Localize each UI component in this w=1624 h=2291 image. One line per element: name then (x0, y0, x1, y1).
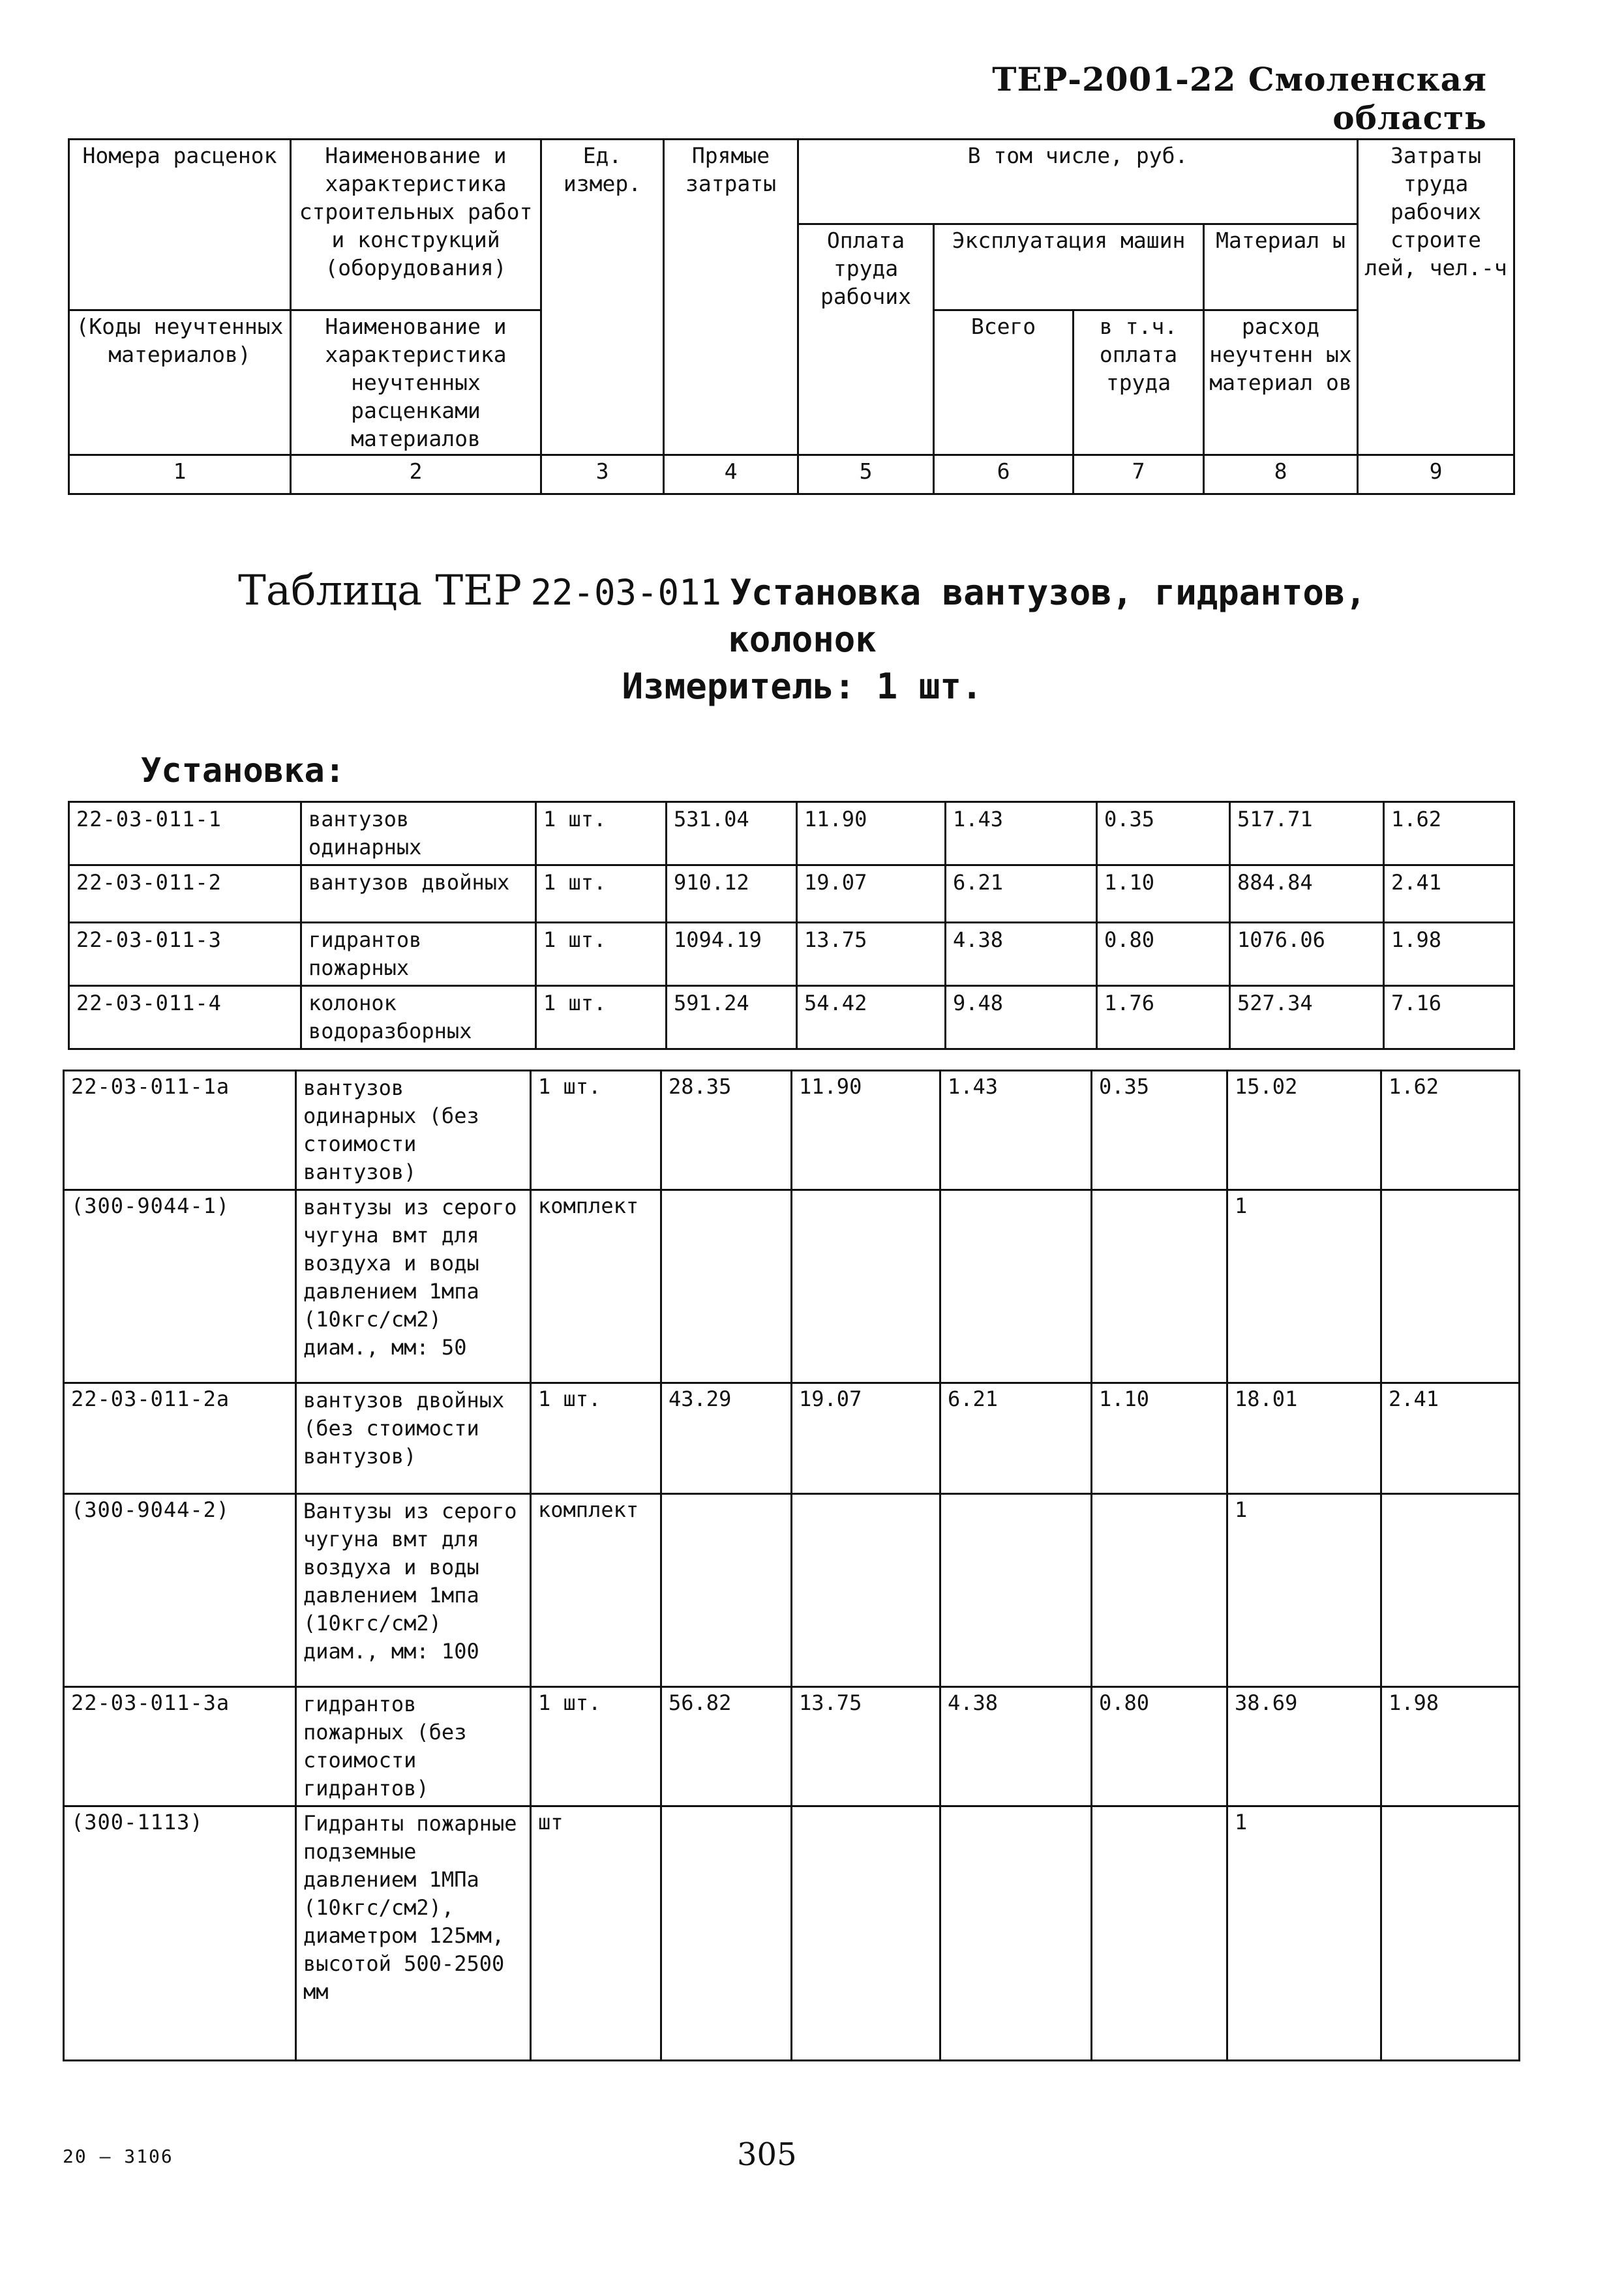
direct-costs: 591.24 (667, 986, 797, 1049)
machines-labor: 1.10 (1092, 1383, 1227, 1494)
labor-pay: 54.42 (797, 986, 946, 1049)
header-work-name: Наименование и характеристика строительных работ и конструкций (оборудования) (291, 140, 541, 310)
rate-code: 22-03-011-1 (69, 802, 301, 865)
labor-hours: 1.98 (1381, 1687, 1520, 1806)
rate-name: колонок водоразборных (301, 986, 536, 1049)
header-materials: Материал ы (1204, 224, 1358, 310)
rate-unit: комплект (531, 1190, 661, 1383)
materials: 517.71 (1230, 802, 1384, 865)
rate-name: Гидранты пожарные подземные давлением 1МПа (10кгс/см2), диаметром 125мм, высотой 500-2500 мм (296, 1806, 531, 2061)
header-machines: Эксплуатация машин (934, 224, 1204, 310)
rate-name: гидрантов пожарных (без стоимости гидрантов) (296, 1687, 531, 1806)
labor-hours: 1.62 (1384, 802, 1514, 865)
materials: 1 (1227, 1806, 1381, 2061)
machines-labor (1092, 1494, 1227, 1687)
header-rate-numbers: Номера расценок (69, 140, 291, 310)
rate-unit: 1 шт. (536, 865, 667, 923)
table-row (69, 865, 1514, 923)
machines-total (940, 1806, 1092, 2061)
rate-unit: 1 шт. (536, 802, 667, 865)
labor-pay: 19.07 (797, 865, 946, 923)
rate-unit: комплект (531, 1494, 661, 1687)
labor-pay: 13.75 (792, 1687, 940, 1806)
header-direct-costs: Прямые затраты (664, 140, 798, 455)
rate-code: 22-03-011-4 (69, 986, 301, 1049)
column-number: 9 (1358, 455, 1514, 494)
rate-unit: 1 шт. (531, 1071, 661, 1190)
machines-total: 1.43 (940, 1071, 1092, 1190)
table-row (64, 1190, 1520, 1383)
labor-pay: 13.75 (797, 923, 946, 986)
page-number: 305 (737, 2136, 797, 2173)
rates-table-installation (68, 801, 1515, 1050)
rates-table-without-cost (63, 1070, 1520, 2061)
labor-hours: 7.16 (1384, 986, 1514, 1049)
rate-unit: 1 шт. (531, 1383, 661, 1494)
table-title-code: 22-03-011 (530, 572, 722, 613)
table-row (69, 802, 1514, 865)
column-number: 8 (1204, 455, 1358, 494)
labor-pay (792, 1190, 940, 1383)
labor-hours: 2.41 (1381, 1383, 1520, 1494)
page-header: ТЕР-2001-22 Смоленская область (992, 60, 1487, 137)
rate-code: (300-9044-2) (64, 1494, 296, 1687)
rate-code: (300-1113) (64, 1806, 296, 2061)
direct-costs: 28.35 (661, 1071, 792, 1190)
direct-costs: 43.29 (661, 1383, 792, 1494)
direct-costs (661, 1494, 792, 1687)
table-unit: Измеритель: 1 шт. (622, 666, 983, 707)
rate-name: вантузы из серого чугуна вмт для воздуха и воды давлением 1мпа (10кгс/см2) диам., мм: 50 (296, 1190, 531, 1383)
machines-total: 1.43 (946, 802, 1097, 865)
column-number: 4 (664, 455, 798, 494)
column-number: 6 (934, 455, 1074, 494)
machines-total: 4.38 (940, 1687, 1092, 1806)
column-number: 2 (291, 455, 541, 494)
rate-name: вантузов двойных (без стоимости вантузов) (296, 1383, 531, 1494)
table-row (64, 1806, 1520, 2061)
labor-hours (1381, 1190, 1520, 1383)
rate-code: 22-03-011-2 (69, 865, 301, 923)
table-row (64, 1383, 1520, 1494)
labor-pay: 11.90 (792, 1071, 940, 1190)
table-row (69, 923, 1514, 986)
direct-costs: 531.04 (667, 802, 797, 865)
direct-costs: 1094.19 (667, 923, 797, 986)
direct-costs: 56.82 (661, 1687, 792, 1806)
column-number: 7 (1074, 455, 1204, 494)
labor-hours: 1.98 (1384, 923, 1514, 986)
machines-labor: 1.76 (1097, 986, 1230, 1049)
materials: 15.02 (1227, 1071, 1381, 1190)
direct-costs (661, 1806, 792, 2061)
section-label: Установка: (141, 751, 346, 790)
rate-name: вантузов одинарных (301, 802, 536, 865)
rate-code: 22-03-011-3 (69, 923, 301, 986)
header-unaccounted-names: Наименование и характеристика неучтенных расценками материалов (291, 310, 541, 455)
materials: 1 (1227, 1190, 1381, 1383)
labor-pay: 11.90 (797, 802, 946, 865)
labor-pay (792, 1494, 940, 1687)
machines-total (940, 1190, 1092, 1383)
materials: 18.01 (1227, 1383, 1381, 1494)
machines-total: 6.21 (940, 1383, 1092, 1494)
labor-hours: 1.62 (1381, 1071, 1520, 1190)
materials: 884.84 (1230, 865, 1384, 923)
header-unit: Ед. измер. (541, 140, 664, 455)
rate-unit: 1 шт. (536, 986, 667, 1049)
rate-unit: 1 шт. (536, 923, 667, 986)
header-including-group: В том числе, руб. (798, 140, 1358, 224)
rate-code: (300-9044-1) (64, 1190, 296, 1383)
table-title-name: Установка вантузов, гидрантов, колонок (728, 572, 1366, 660)
labor-pay (792, 1806, 940, 2061)
rate-name: гидрантов пожарных (301, 923, 536, 986)
rate-code: 22-03-011-2а (64, 1383, 296, 1494)
machines-labor: 0.80 (1092, 1687, 1227, 1806)
labor-pay: 19.07 (792, 1383, 940, 1494)
labor-hours: 2.41 (1384, 865, 1514, 923)
rate-name: вантузов двойных (301, 865, 536, 923)
rate-unit: шт (531, 1806, 661, 2061)
header-machines-total: Всего (934, 310, 1074, 455)
header-unaccounted-codes: (Коды неучтенных материалов) (69, 310, 291, 455)
materials: 1076.06 (1230, 923, 1384, 986)
materials: 38.69 (1227, 1687, 1381, 1806)
machines-labor: 0.80 (1097, 923, 1230, 986)
rate-code: 22-03-011-3а (64, 1687, 296, 1806)
machines-total: 4.38 (946, 923, 1097, 986)
machines-total (940, 1494, 1092, 1687)
header-machines-labor: в т.ч. оплата труда (1074, 310, 1204, 455)
table-title-prefix: Таблица ТЕР (238, 567, 522, 615)
rate-name: Вантузы из серого чугуна вмт для воздуха и воды давлением 1мпа (10кгс/см2) диам., мм: 100 (296, 1494, 531, 1687)
table-title (183, 567, 1422, 710)
materials: 1 (1227, 1494, 1381, 1687)
materials: 527.34 (1230, 986, 1384, 1049)
rate-code: 22-03-011-1а (64, 1071, 296, 1190)
machines-labor: 0.35 (1097, 802, 1230, 865)
column-number: 1 (69, 455, 291, 494)
column-header-table (68, 138, 1515, 495)
header-labor-hours: Затраты труда рабочих строите лей, чел.-ч (1358, 140, 1514, 455)
table-row (64, 1494, 1520, 1687)
rate-name: вантузов одинарных (без стоимости вантузов) (296, 1071, 531, 1190)
labor-hours (1381, 1494, 1520, 1687)
table-row (64, 1687, 1520, 1806)
machines-total: 6.21 (946, 865, 1097, 923)
machines-labor: 0.35 (1092, 1071, 1227, 1190)
header-unaccounted-materials: расход неучтенн ых материал ов (1204, 310, 1358, 455)
table-row (64, 1071, 1520, 1190)
rate-unit: 1 шт. (531, 1687, 661, 1806)
labor-hours (1381, 1806, 1520, 2061)
machines-labor (1092, 1806, 1227, 2061)
header-labor-pay: Оплата труда рабочих (798, 224, 934, 455)
machines-labor: 1.10 (1097, 865, 1230, 923)
machines-labor (1092, 1190, 1227, 1383)
column-number: 3 (541, 455, 664, 494)
direct-costs (661, 1190, 792, 1383)
column-number: 5 (798, 455, 934, 494)
table-row (69, 986, 1514, 1049)
machines-total: 9.48 (946, 986, 1097, 1049)
direct-costs: 910.12 (667, 865, 797, 923)
footer-code: 20 – 3106 (63, 2146, 173, 2167)
